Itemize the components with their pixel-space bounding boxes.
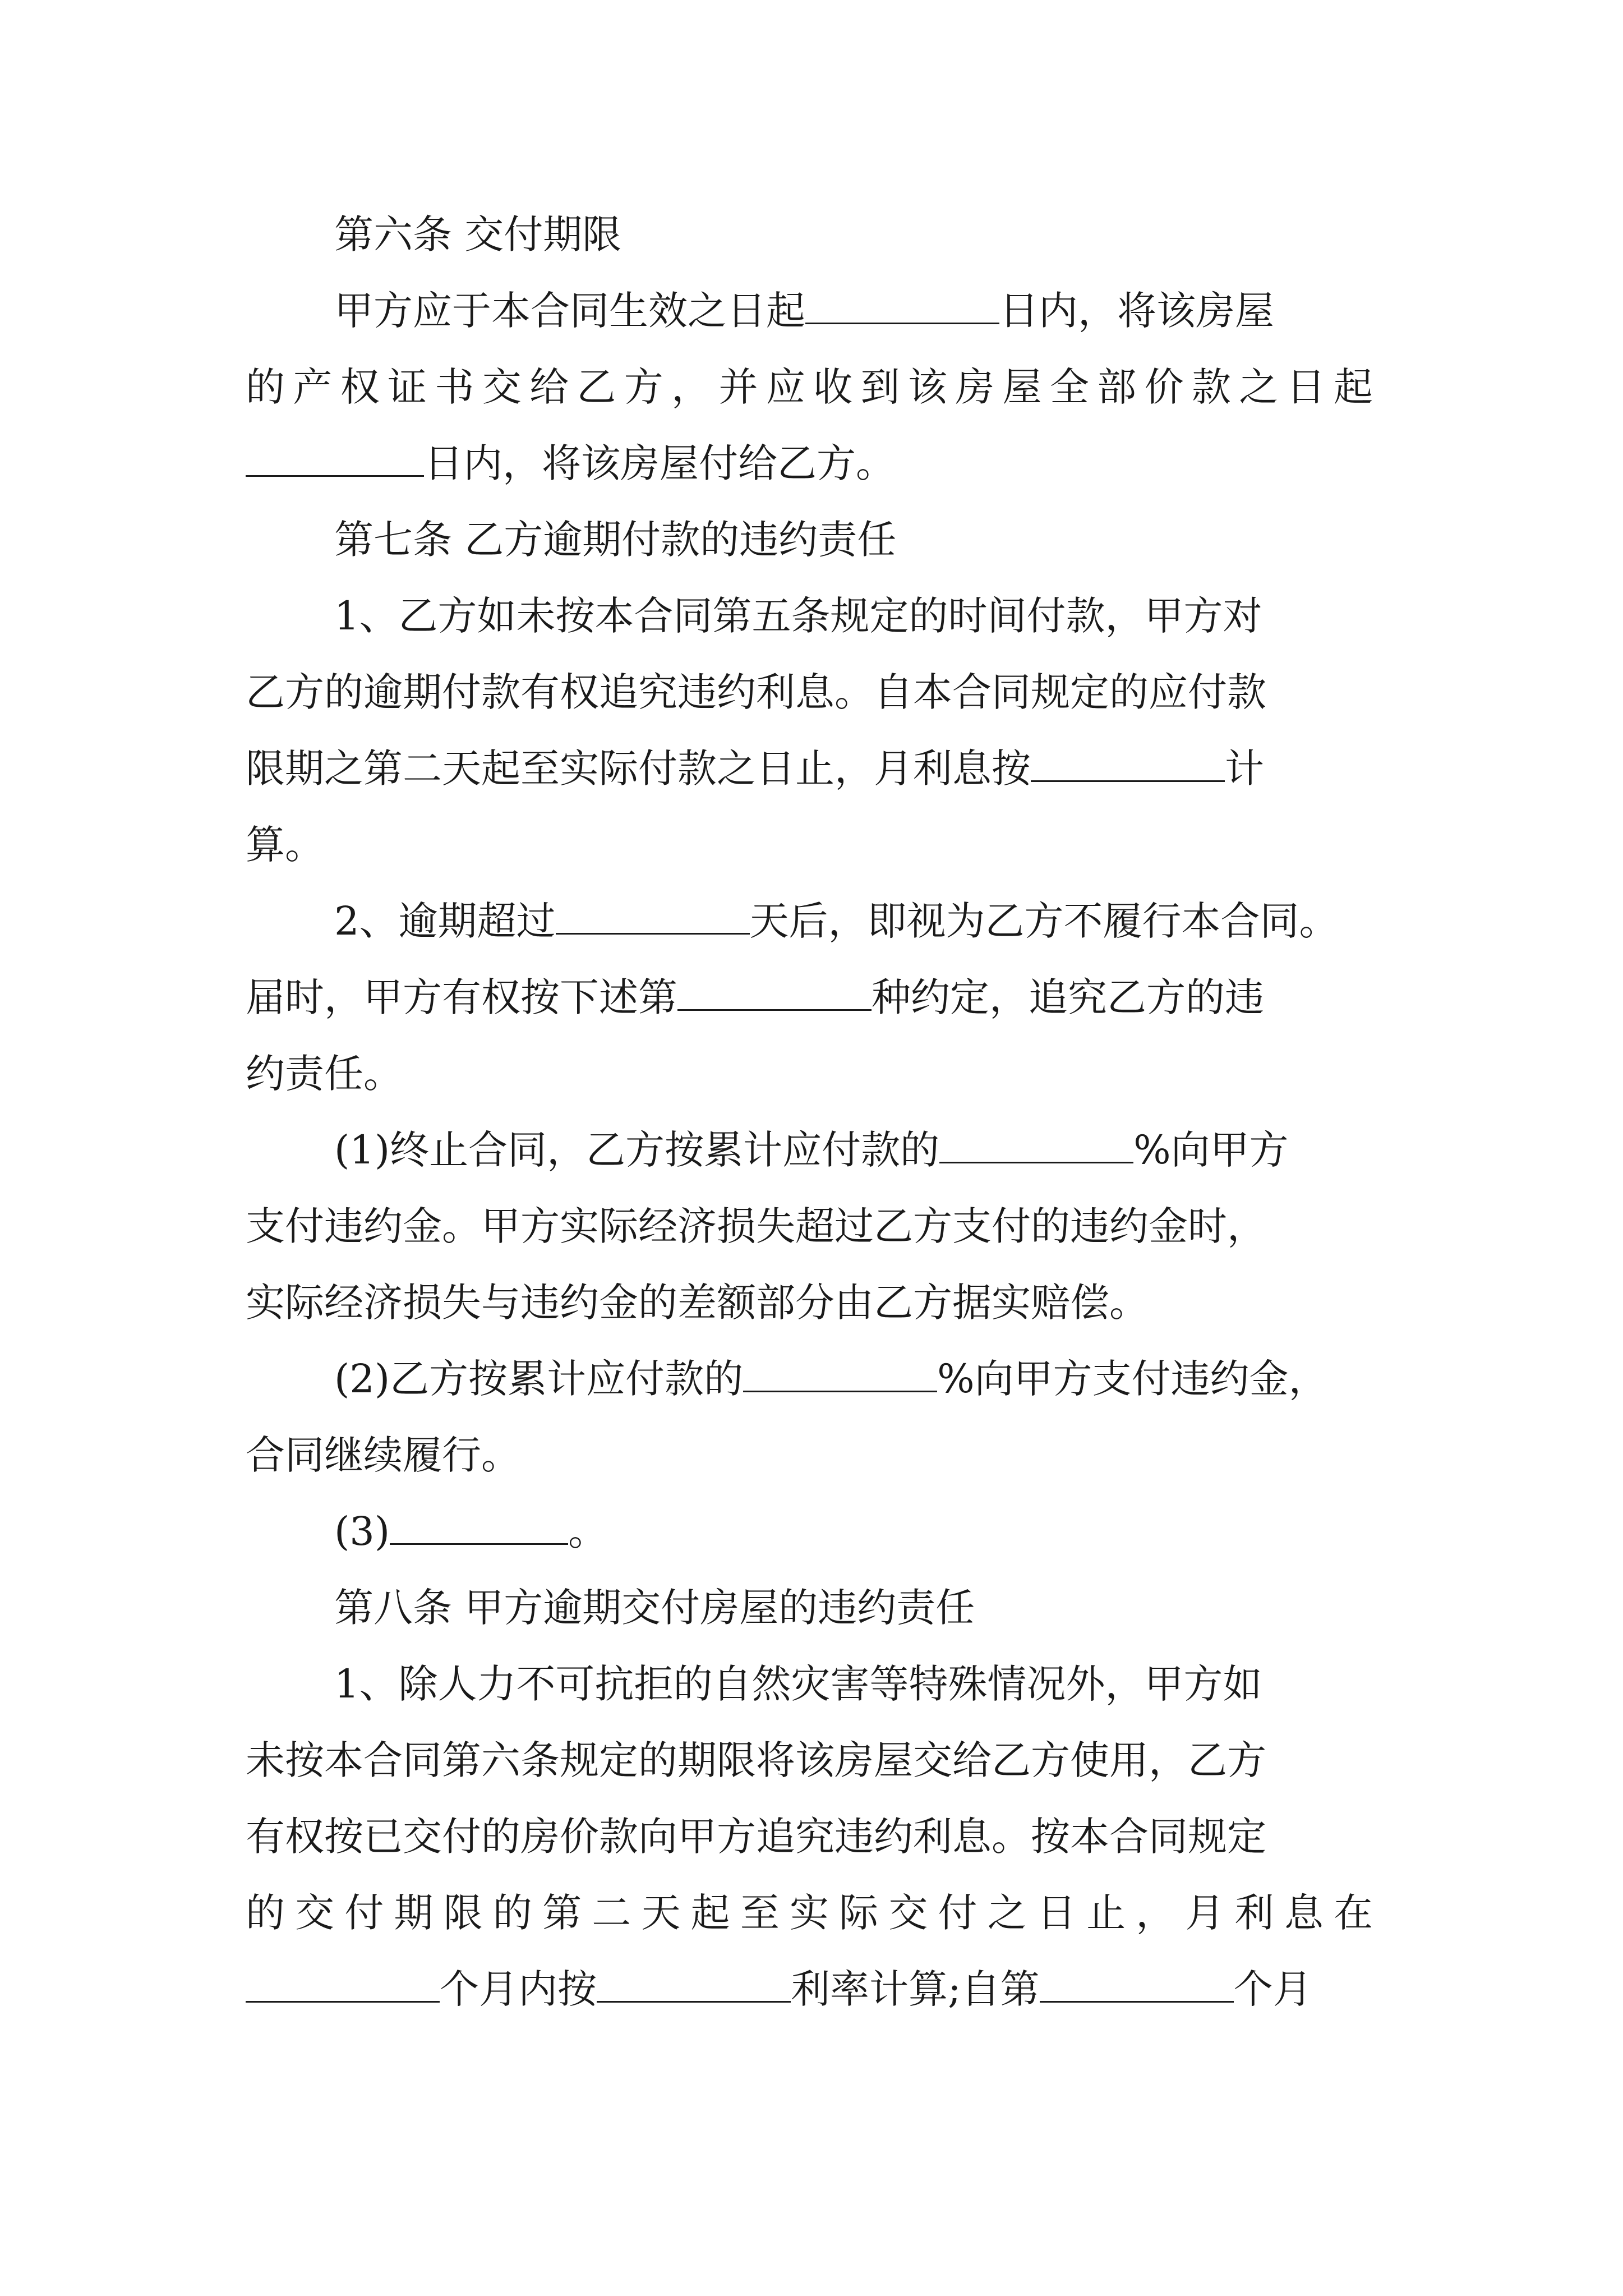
blank-field	[939, 1127, 1133, 1163]
article-8-clause-1-line-5: 个月内按 利率计算;自第 个月	[246, 1961, 1312, 2017]
article-7-heading: 第七条 乙方逾期付款的违约责任	[334, 517, 897, 563]
blank-field	[1031, 746, 1225, 782]
blank-field	[805, 288, 999, 324]
blank-field	[390, 1508, 568, 1545]
article-7-clause-1-line-2: 乙方的逾期付款有权追究违约利息。自本合同规定的应付款	[246, 669, 1266, 715]
article-7-option-1-line-3: 实际经济损失与违约金的差额部分由乙方据实赔偿。	[246, 1280, 1149, 1326]
blank-field	[743, 1356, 937, 1392]
article-7-clause-2-line-3: 约责任。	[246, 1051, 403, 1097]
article-8-clause-1-line-2: 未按本合同第六条规定的期限将该房屋交给乙方使用，乙方	[246, 1737, 1266, 1783]
blank-field	[246, 440, 424, 477]
article-7-clause-2-line-2: 届时，甲方有权按下述第 种约定，追究乙方的违	[246, 974, 1264, 1020]
article-7-clause-1-line-4: 算。	[246, 822, 324, 868]
article-7-clause-1-line-1: 1、乙方如未按本合同第五条规定的时间付款，甲方对	[334, 593, 1262, 639]
article-6-line-2: 的产权证书交给乙方，并应收到该房屋全部价款之日起	[246, 364, 1373, 410]
article-7-option-2-line-2: 合同继续履行。	[246, 1432, 520, 1478]
article-7-option-3: (3) 。	[334, 1508, 608, 1554]
article-7-clause-2-line-1: 2、逾期超过 天后，即视为乙方不履行本合同。	[334, 898, 1339, 944]
article-7-option-1-line-1: (1)终止合同，乙方按累计应付款的 %向甲方	[334, 1127, 1289, 1173]
article-7-clause-1-line-3: 限期之第二天起至实际付款之日止，月利息按 计	[246, 746, 1264, 792]
article-8-clause-1-line-1: 1、除人力不可抗拒的自然灾害等特殊情况外，甲方如	[334, 1661, 1262, 1707]
blank-field	[246, 1966, 440, 2003]
article-8-clause-1-line-3: 有权按已交付的房价款向甲方追究违约利息。按本合同规定	[246, 1814, 1266, 1860]
blank-field	[556, 898, 750, 935]
article-6-heading: 第六条 交付期限	[334, 211, 622, 257]
article-7-option-2-line-1: (2)乙方按累计应付款的 %向甲方支付违约金，	[334, 1356, 1328, 1402]
blank-field	[677, 974, 872, 1011]
blank-field	[597, 1966, 791, 2003]
article-7-option-1-line-2: 支付违约金。甲方实际经济损失超过乙方支付的违约金时，	[246, 1203, 1266, 1249]
article-8-clause-1-line-4: 的交付期限的第二天起至实际交付之日止，月利息在	[246, 1890, 1373, 1936]
article-8-heading: 第八条 甲方逾期交付房屋的违约责任	[334, 1585, 975, 1631]
blank-field	[1040, 1966, 1234, 2003]
article-6-line-3: 日内，将该房屋付给乙方。	[246, 435, 895, 491]
article-6-line-1: 甲方应于本合同生效之日起 日内，将该房屋	[334, 288, 1274, 334]
